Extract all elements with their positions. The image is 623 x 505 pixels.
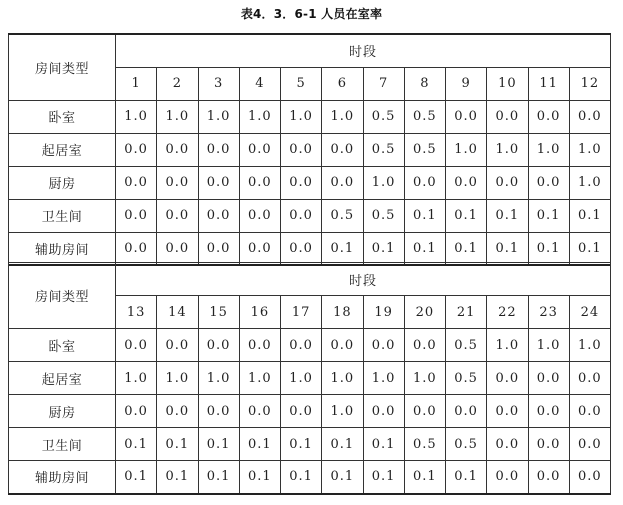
hour-header-cell: 9	[446, 67, 487, 100]
hour-header-cell: 7	[363, 67, 404, 100]
room-type-label: 辅助房间	[9, 461, 116, 494]
occupancy-cell: 0.1	[363, 461, 404, 494]
occupancy-cell: 1.0	[487, 329, 528, 362]
occupancy-cell: 0.1	[116, 428, 157, 461]
occupancy-cell: 0.0	[569, 395, 610, 428]
occupancy-cell: 0.0	[157, 232, 198, 265]
hour-header-cell: 24	[569, 296, 610, 329]
occupancy-cell: 0.1	[528, 232, 569, 265]
table-row	[9, 395, 611, 428]
occupancy-cell: 0.1	[281, 461, 322, 494]
table-row	[9, 232, 611, 265]
occupancy-cell: 0.0	[487, 428, 528, 461]
occupancy-cell: 0.1	[404, 232, 445, 265]
table-row	[9, 461, 611, 494]
occupancy-cell: 0.0	[404, 329, 445, 362]
occupancy-cell: 0.5	[363, 133, 404, 166]
occupancy-cell: 0.0	[363, 395, 404, 428]
hour-header-cell: 6	[322, 67, 363, 100]
occupancy-cell: 0.0	[446, 100, 487, 133]
hour-header-cell: 8	[404, 67, 445, 100]
occupancy-cell: 0.5	[363, 199, 404, 232]
occupancy-cell: 0.0	[198, 329, 239, 362]
occupancy-cell: 0.0	[322, 166, 363, 199]
occupancy-cell: 0.1	[198, 428, 239, 461]
occupancy-cell: 0.0	[116, 133, 157, 166]
occupancy-cell: 0.0	[116, 329, 157, 362]
hour-header-cell: 3	[198, 67, 239, 100]
occupancy-cell: 0.0	[198, 232, 239, 265]
occupancy-cell: 0.1	[198, 461, 239, 494]
table-title: 表4．3．6-1 人员在室率	[240, 7, 383, 21]
occupancy-cell: 0.0	[157, 199, 198, 232]
hour-header-cell: 21	[446, 296, 487, 329]
occupancy-cell: 1.0	[239, 362, 280, 395]
occupancy-cell: 0.0	[404, 166, 445, 199]
hour-header-cell: 18	[322, 296, 363, 329]
occupancy-cell: 0.1	[157, 461, 198, 494]
occupancy-cell: 0.0	[239, 166, 280, 199]
occupancy-cell: 0.0	[487, 395, 528, 428]
occupancy-cell: 0.1	[404, 199, 445, 232]
hour-header-cell: 10	[487, 67, 528, 100]
hour-header-cell: 17	[281, 296, 322, 329]
occupancy-cell: 0.1	[157, 428, 198, 461]
occupancy-cell: 0.0	[528, 428, 569, 461]
occupancy-cell: 0.0	[157, 166, 198, 199]
occupancy-cell: 0.0	[322, 329, 363, 362]
occupancy-cell: 0.0	[198, 199, 239, 232]
table-row	[9, 133, 611, 166]
occupancy-cell: 0.1	[239, 461, 280, 494]
occupancy-cell: 1.0	[281, 100, 322, 133]
room-type-label: 卧室	[9, 329, 116, 362]
occupancy-cell: 0.0	[157, 329, 198, 362]
occupancy-cell: 1.0	[116, 100, 157, 133]
occupancy-cell: 0.1	[446, 461, 487, 494]
table-row	[9, 100, 611, 133]
occupancy-cell: 1.0	[322, 362, 363, 395]
occupancy-cell: 1.0	[363, 166, 404, 199]
occupancy-cell: 1.0	[528, 133, 569, 166]
occupancy-cell: 0.5	[322, 199, 363, 232]
period-header: 时段	[116, 263, 611, 296]
occupancy-cell: 0.1	[281, 428, 322, 461]
occupancy-cell: 0.0	[281, 395, 322, 428]
occupancy-table-hours-13-24	[8, 262, 611, 495]
occupancy-cell: 0.5	[404, 428, 445, 461]
occupancy-cell: 0.1	[446, 199, 487, 232]
occupancy-cell: 0.0	[446, 395, 487, 428]
occupancy-cell: 1.0	[569, 166, 610, 199]
occupancy-cell: 0.1	[322, 232, 363, 265]
occupancy-cell: 0.0	[239, 329, 280, 362]
header-row	[9, 34, 611, 67]
room-type-label: 卫生间	[9, 428, 116, 461]
table-row	[9, 166, 611, 199]
occupancy-cell: 1.0	[281, 362, 322, 395]
table-row	[9, 329, 611, 362]
hour-header-cell: 5	[281, 67, 322, 100]
occupancy-cell: 0.0	[116, 395, 157, 428]
occupancy-cell: 0.1	[569, 232, 610, 265]
hour-header-cell: 14	[157, 296, 198, 329]
room-type-label: 辅助房间	[9, 232, 116, 265]
hour-header-cell: 16	[239, 296, 280, 329]
occupancy-cell: 0.0	[198, 133, 239, 166]
occupancy-cell: 0.0	[198, 395, 239, 428]
hour-header-cell: 19	[363, 296, 404, 329]
occupancy-cell: 0.0	[239, 199, 280, 232]
occupancy-cell: 0.1	[446, 232, 487, 265]
occupancy-cell: 0.5	[446, 329, 487, 362]
occupancy-cell: 0.0	[281, 133, 322, 166]
occupancy-cell: 0.0	[569, 100, 610, 133]
occupancy-cell: 0.0	[363, 329, 404, 362]
room-type-label: 卧室	[9, 100, 116, 133]
occupancy-cell: 0.0	[404, 395, 445, 428]
occupancy-cell: 0.0	[322, 133, 363, 166]
occupancy-cell: 0.0	[487, 100, 528, 133]
hour-header-cell: 13	[116, 296, 157, 329]
occupancy-cell: 1.0	[404, 362, 445, 395]
hour-header-cell: 4	[239, 67, 280, 100]
occupancy-cell: 0.1	[116, 461, 157, 494]
room-type-header: 房间类型	[9, 34, 116, 100]
hour-header-cell: 1	[116, 67, 157, 100]
occupancy-cell: 0.0	[116, 166, 157, 199]
hour-header-cell: 12	[569, 67, 610, 100]
occupancy-cell: 0.0	[487, 362, 528, 395]
occupancy-cell: 0.5	[446, 428, 487, 461]
occupancy-cell: 0.1	[487, 199, 528, 232]
occupancy-cell: 1.0	[446, 133, 487, 166]
occupancy-cell: 0.1	[239, 428, 280, 461]
occupancy-cell: 0.0	[157, 133, 198, 166]
occupancy-cell: 0.0	[239, 395, 280, 428]
occupancy-cell: 0.0	[528, 395, 569, 428]
room-type-label: 厨房	[9, 166, 116, 199]
occupancy-cell: 1.0	[157, 100, 198, 133]
occupancy-cell: 0.0	[528, 100, 569, 133]
occupancy-cell: 0.0	[569, 428, 610, 461]
table-row	[9, 362, 611, 395]
occupancy-cell: 0.1	[404, 461, 445, 494]
room-type-label: 起居室	[9, 362, 116, 395]
occupancy-cell: 0.0	[487, 461, 528, 494]
occupancy-cell: 1.0	[116, 362, 157, 395]
occupancy-cell: 1.0	[198, 362, 239, 395]
occupancy-cell: 0.0	[116, 199, 157, 232]
hour-header-cell: 2	[157, 67, 198, 100]
occupancy-cell: 1.0	[528, 329, 569, 362]
occupancy-cell: 0.0	[569, 362, 610, 395]
occupancy-cell: 1.0	[239, 100, 280, 133]
occupancy-cell: 1.0	[322, 100, 363, 133]
occupancy-cell: 0.0	[239, 133, 280, 166]
occupancy-cell: 0.5	[404, 133, 445, 166]
table-row	[9, 428, 611, 461]
occupancy-cell: 0.1	[528, 199, 569, 232]
room-type-label: 起居室	[9, 133, 116, 166]
occupancy-cell: 1.0	[569, 329, 610, 362]
occupancy-cell: 0.5	[404, 100, 445, 133]
occupancy-cell: 0.0	[446, 166, 487, 199]
hour-header-cell: 11	[528, 67, 569, 100]
occupancy-cell: 0.1	[487, 232, 528, 265]
hour-header-cell: 23	[528, 296, 569, 329]
occupancy-cell: 0.1	[569, 199, 610, 232]
occupancy-cell: 0.0	[281, 166, 322, 199]
room-type-header: 房间类型	[9, 263, 116, 329]
occupancy-cell: 1.0	[363, 362, 404, 395]
header-row	[9, 263, 611, 296]
occupancy-cell: 0.5	[446, 362, 487, 395]
occupancy-cell: 0.0	[198, 166, 239, 199]
occupancy-cell: 0.0	[569, 461, 610, 494]
occupancy-cell: 1.0	[569, 133, 610, 166]
occupancy-cell: 0.1	[322, 428, 363, 461]
room-type-label: 卫生间	[9, 199, 116, 232]
occupancy-cell: 1.0	[322, 395, 363, 428]
occupancy-cell: 0.0	[528, 362, 569, 395]
period-header: 时段	[116, 34, 611, 67]
occupancy-cell: 0.0	[528, 461, 569, 494]
hour-header-cell: 15	[198, 296, 239, 329]
hour-header-cell: 22	[487, 296, 528, 329]
occupancy-cell: 0.0	[281, 199, 322, 232]
occupancy-cell: 1.0	[487, 133, 528, 166]
occupancy-cell: 0.0	[239, 232, 280, 265]
occupancy-cell: 0.1	[363, 428, 404, 461]
occupancy-cell: 1.0	[157, 362, 198, 395]
occupancy-cell: 0.1	[322, 461, 363, 494]
occupancy-cell: 0.0	[157, 395, 198, 428]
occupancy-cell: 0.0	[281, 232, 322, 265]
occupancy-cell: 0.0	[528, 166, 569, 199]
hour-header-cell: 20	[404, 296, 445, 329]
room-type-label: 厨房	[9, 395, 116, 428]
table-row	[9, 199, 611, 232]
occupancy-cell: 0.0	[487, 166, 528, 199]
occupancy-cell: 0.0	[116, 232, 157, 265]
occupancy-cell: 1.0	[198, 100, 239, 133]
occupancy-cell: 0.1	[363, 232, 404, 265]
occupancy-table-hours-1-12	[8, 33, 611, 266]
occupancy-cell: 0.5	[363, 100, 404, 133]
occupancy-cell: 0.0	[281, 329, 322, 362]
